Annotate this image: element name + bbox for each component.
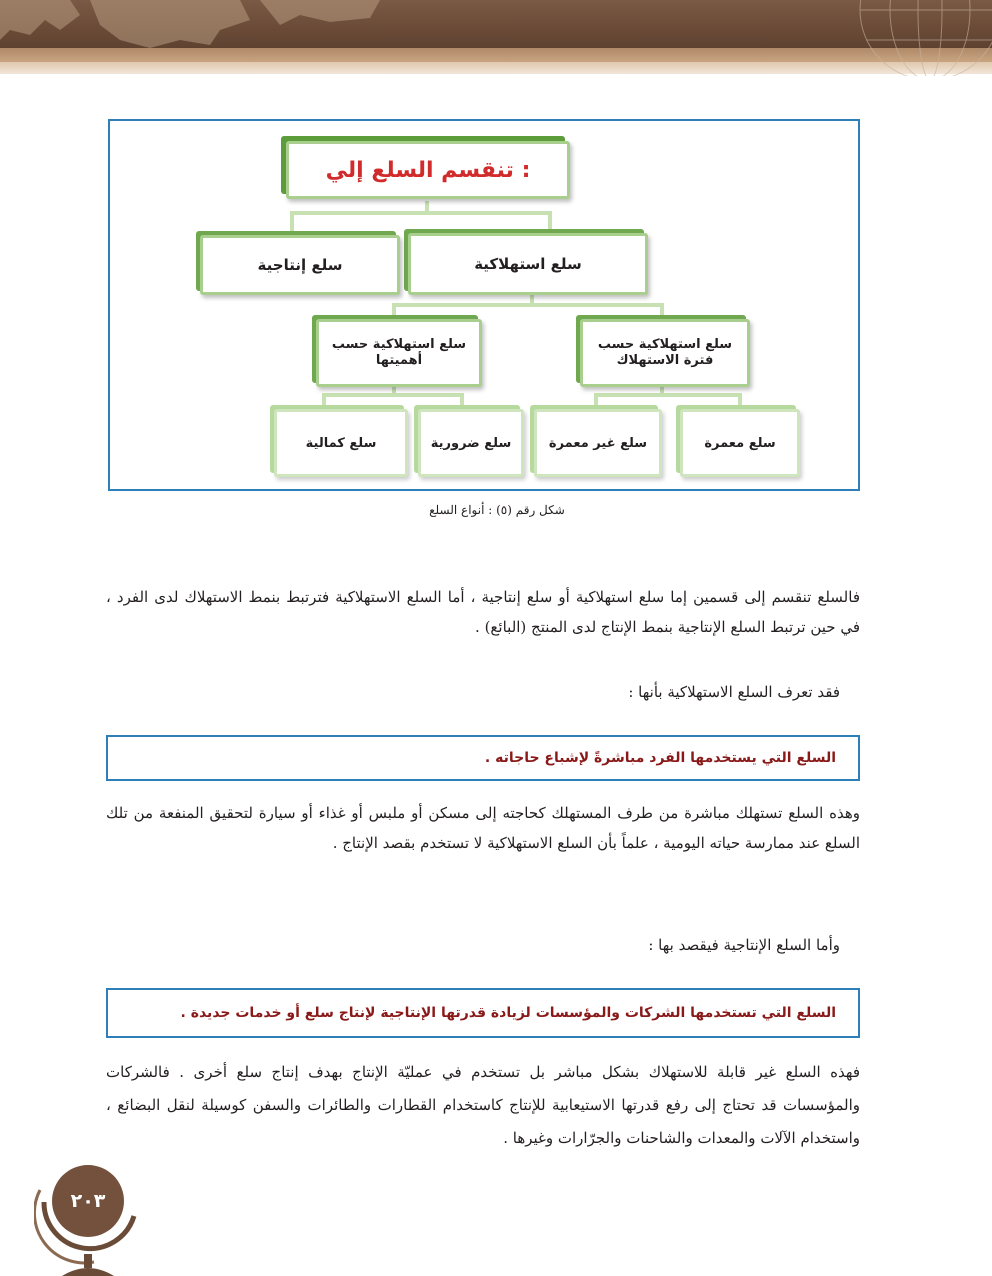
production-goods-node: سلع إنتاجية bbox=[200, 235, 400, 295]
connector bbox=[660, 303, 664, 319]
connector bbox=[594, 393, 598, 409]
connector bbox=[392, 303, 662, 307]
definition-production-goods: السلع التي تستخدمها الشركات والمؤسسات لزيادة قدرتها الإنتاجية لإنتاج سلع أو خدمات جديدة . bbox=[106, 988, 860, 1038]
goods-classification-diagram bbox=[108, 119, 860, 491]
connector bbox=[392, 303, 396, 319]
connector bbox=[738, 393, 742, 409]
necessary-goods-node: سلع ضرورية bbox=[418, 409, 524, 477]
definition-consumer-goods: السلع التي يستخدمها الفرد مباشرةً لإشباع حاجاته . bbox=[106, 735, 860, 781]
durable-goods-node: سلع معمرة bbox=[680, 409, 800, 477]
connector bbox=[290, 211, 550, 215]
importance-node: سلع استهلاكية حسب أهميتها bbox=[316, 319, 482, 387]
page-number: ٢٠٣ bbox=[52, 1165, 124, 1237]
consumer-goods-node: سلع استهلاكية bbox=[408, 233, 648, 295]
paragraph-goods-division: فالسلع تنقسم إلى قسمين إما سلع استهلاكية أو سلع إنتاجية ، أما السلع الاستهلاكية فترتبط بنمط الاستهلاك لدى الفرد ، في حين ترتبط السلع الإنتاجية بنمط الإنتاج لدى المنتج (البائع) . bbox=[106, 588, 860, 636]
connector bbox=[460, 393, 464, 409]
paragraph-consumer-intro: فقد تعرف السلع الاستهلاكية بأنها : bbox=[628, 683, 840, 701]
connector bbox=[548, 211, 552, 233]
diagram-title-node bbox=[286, 141, 570, 199]
diagram-title: تنقسم السلع إلي : bbox=[325, 157, 531, 183]
non-durable-goods-node: سلع غير معمرة bbox=[534, 409, 662, 477]
paragraph-consumer-details: وهذه السلع تستهلك مباشرة من طرف المستهلك كحاجته إلى مسكن أو ملبس أو غذاء أو سيارة لتحقيق المنفعة من تلك السلع عند ممارسة حياته اليومية ، علماً بأن السلع الاستهلاكية لا تستخدم بقصد الإنتاج . bbox=[106, 804, 860, 852]
luxury-goods-node: سلع كمالية bbox=[274, 409, 408, 477]
consumption-period-node: سلع استهلاكية حسب فترة الاستهلاك bbox=[580, 319, 750, 387]
paragraph-production-intro: وأما السلع الإنتاجية فيقصد بها : bbox=[648, 936, 840, 954]
top-banner bbox=[0, 0, 992, 76]
connector bbox=[322, 393, 326, 409]
connector bbox=[322, 393, 462, 397]
connector bbox=[594, 393, 740, 397]
paragraph-production-details: فهذه السلع غير قابلة للاستهلاك بشكل مباشر بل تستخدم في عمليّة الإنتاج بهدف إنتاج سلع أخرى . فالشركات والمؤسسات قد تحتاج إلى رفع قدرتها الاستيعابية للإنتاج كاستخدام القطارات والطائرات والسفن كوسيلة لنقل البضائع ، واستخدام الآلات والمعدات والشاحنات والجرّارات وغيرها . bbox=[106, 1063, 860, 1147]
figure-caption: شكل رقم (٥) : أنواع السلع bbox=[429, 503, 565, 517]
world-map-decoration bbox=[0, 0, 992, 76]
connector bbox=[290, 211, 294, 233]
